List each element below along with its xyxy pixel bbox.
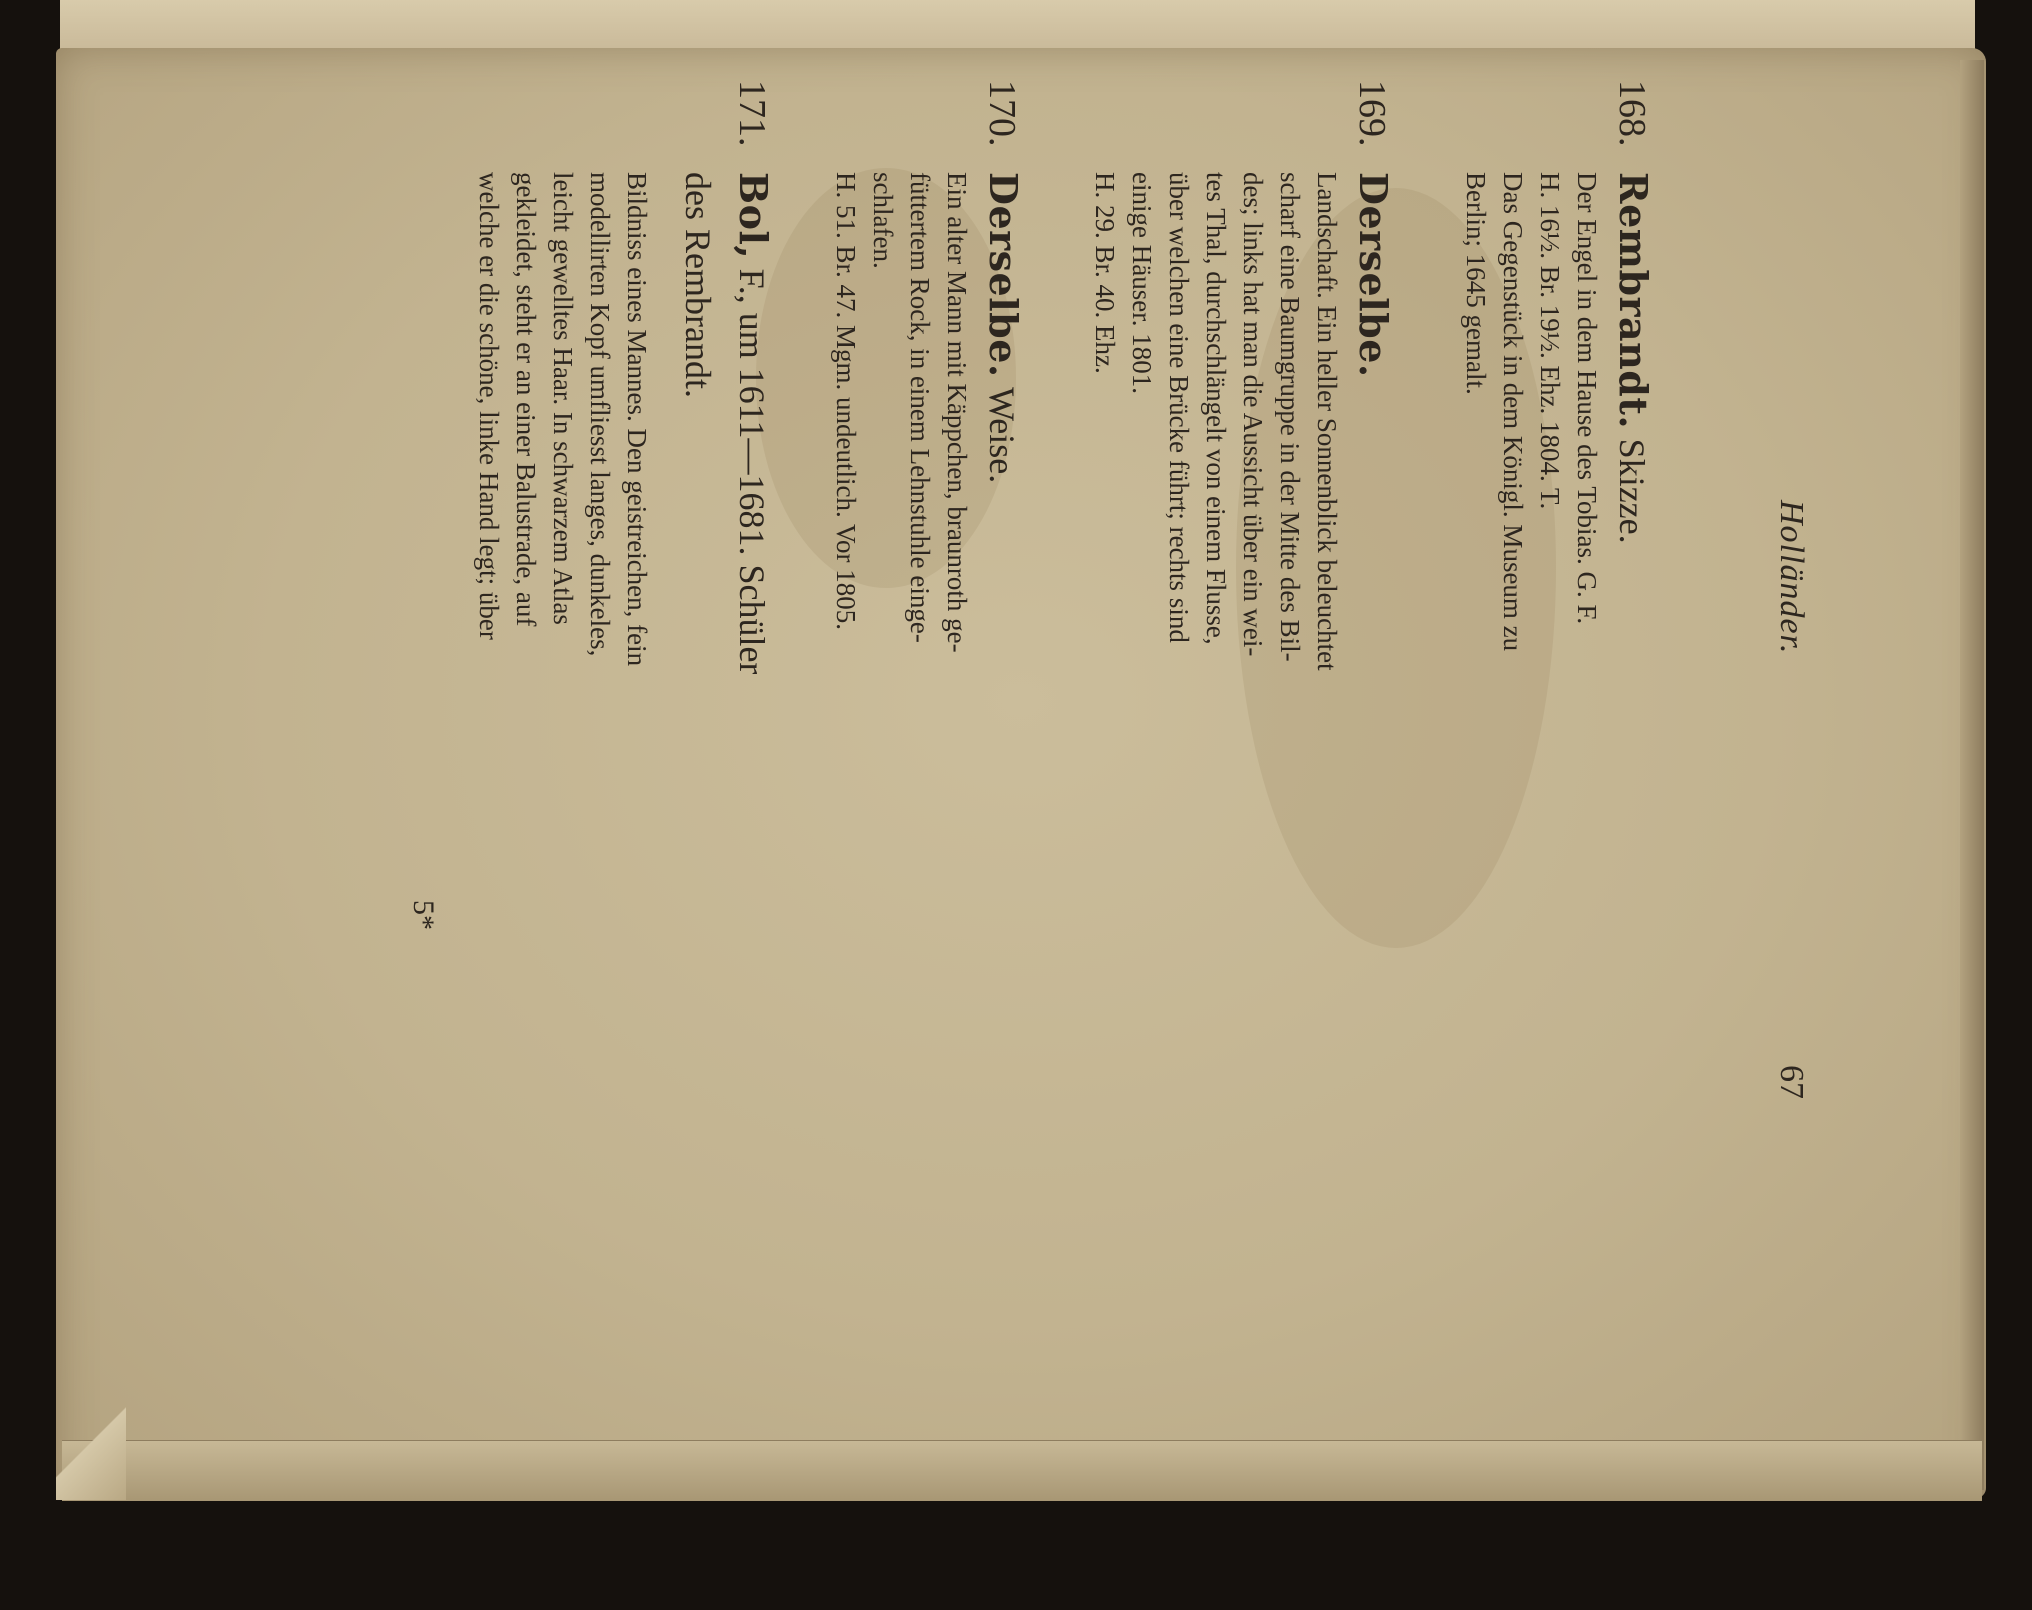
text-line: schlafen. [868, 172, 898, 269]
text-line: modellirten Kopf umfliesst langes, dunkeles, [585, 172, 615, 657]
page-text-block [260, 80, 1820, 1160]
catalog-entry-171 [470, 80, 780, 1160]
text-line: des; links hat man die Aussicht über ein wei- [1238, 172, 1268, 657]
page-fore-edge [1960, 60, 1984, 1490]
text-line: füttertem Rock, in einem Lehnstuhle einge- [905, 172, 935, 643]
entry-heading-continuation [671, 172, 725, 1160]
entry-number: 171. [731, 80, 773, 147]
text-line: H. 16½. Br. 19½. Ehz. 1804. T. [1535, 172, 1565, 510]
entry-school: des Rembrandt. [678, 172, 718, 398]
entry-title: Skizze. [1612, 438, 1652, 544]
text-line: einige Häuser. 1801. [1127, 172, 1157, 394]
running-head [1750, 80, 1810, 1160]
entry-heading [725, 80, 780, 1160]
text-line: Ein alter Mann mit Käppchen, braunroth ge- [942, 172, 972, 653]
text-line: gekleidet, steht er an einer Balustrade, auf [511, 172, 541, 627]
entry-dates: F., um 1611—1681. Schüler [732, 268, 772, 675]
entry-title: Weise. [982, 387, 1022, 484]
entry-artist: Bol, [731, 172, 776, 260]
text-line: welche er die schöne, linke Hand legt; über [474, 172, 504, 640]
entry-heading [975, 80, 1030, 1160]
entry-number: 169. [1351, 80, 1393, 147]
signature-mark: 5* [407, 900, 440, 930]
entry-artist: Derselbe. [1351, 172, 1396, 378]
catalog-entry-168 [1457, 80, 1660, 1160]
entry-description [1086, 172, 1345, 1112]
entry-number: 168. [1611, 80, 1653, 147]
text-line: H. 51. Br. 47. Mgm. undeutlich. Vor 1805. [831, 172, 861, 631]
text-line: H. 29. Br. 40. Ehz. [1090, 172, 1120, 374]
catalog-entry-170 [827, 80, 1030, 1160]
text-line: scharf eine Baumgruppe in der Mitte des Bil- [1275, 172, 1305, 662]
entry-heading [1345, 80, 1400, 1160]
text-line: Berlin; 1645 gemalt. [1461, 172, 1491, 395]
text-line: Der Engel in dem Hause des Tobias. G. F. [1572, 172, 1602, 625]
text-line: Das Gegenstück in dem Königl. Museum zu [1498, 172, 1528, 652]
running-title: Holländer. [1773, 500, 1810, 655]
text-line: Bildniss eines Mannes. Den geistreichen, fein [622, 172, 652, 667]
corner-fold [56, 1400, 126, 1500]
page-number: 67 [1773, 1065, 1810, 1099]
previous-page-edge [60, 0, 1975, 54]
entry-description [1457, 172, 1605, 1112]
entry-heading [1605, 80, 1660, 1160]
text-line: über welchen eine Brücke führt; rechts sind [1164, 172, 1194, 643]
entry-artist: Rembrandt. [1611, 172, 1656, 430]
entry-description [827, 172, 975, 1112]
text-line: tes Thal, durchschlängelt von einem Flusse, [1201, 172, 1231, 645]
entry-number: 170. [981, 80, 1023, 147]
entry-description [470, 172, 655, 1112]
text-line: leicht gewelltes Haar. In schwarzem Atlas [548, 172, 578, 625]
text-line: Landschaft. Ein heller Sonnenblick beleuchtet [1312, 172, 1342, 671]
entry-artist: Derselbe. [981, 172, 1026, 378]
catalog-entry-169 [1086, 80, 1400, 1160]
page-bottom-edge [62, 1440, 1982, 1501]
